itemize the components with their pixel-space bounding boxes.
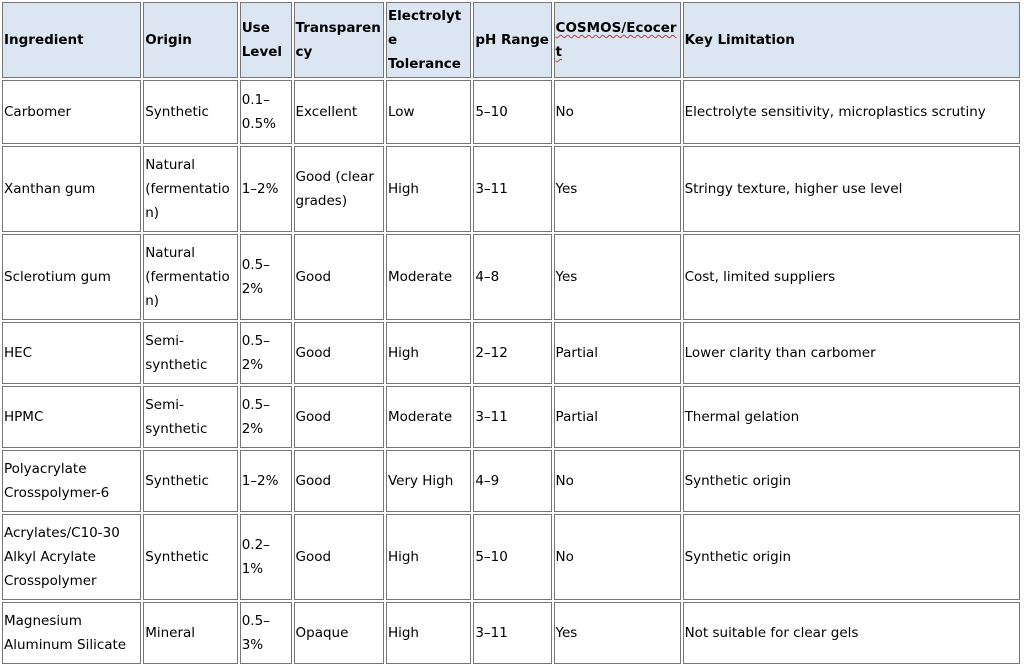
cell-origin: Synthetic	[143, 80, 238, 144]
cell-certification: Partial	[554, 322, 681, 384]
cell-certification: No	[554, 450, 681, 512]
table-row	[2, 146, 1020, 232]
table-row	[2, 450, 1020, 512]
cell-ingredient: Acrylates/C10-30 Alkyl Acrylate Crosspolymer	[2, 514, 141, 600]
cell-origin: Semi-synthetic	[143, 386, 238, 448]
header-electrolyte-tolerance: Electrolyte Tolerance	[386, 2, 471, 78]
cell-transparency: Good	[294, 386, 384, 448]
cell-transparency: Good (clear grades)	[294, 146, 384, 232]
header-certification	[554, 2, 681, 78]
header-row	[2, 2, 1020, 78]
cell-origin: Natural (fermentation)	[143, 146, 238, 232]
cell-transparency: Good	[294, 514, 384, 600]
cell-electrolyte-tolerance: Low	[386, 80, 471, 144]
cell-key-limitation: Stringy texture, higher use level	[683, 146, 1020, 232]
cell-ph-range: 4–9	[473, 450, 551, 512]
table-row	[2, 514, 1020, 600]
header-transparency: Transparency	[294, 2, 384, 78]
cell-ph-range: 3–11	[473, 386, 551, 448]
header-ph-range: pH Range	[473, 2, 551, 78]
cell-use-level: 0.5–3%	[240, 602, 292, 664]
cell-transparency: Good	[294, 322, 384, 384]
cell-use-level: 0.5–2%	[240, 234, 292, 320]
cell-electrolyte-tolerance: High	[386, 514, 471, 600]
cell-key-limitation: Not suitable for clear gels	[683, 602, 1020, 664]
table-row	[2, 322, 1020, 384]
cell-transparency: Opaque	[294, 602, 384, 664]
header-use-level: Use Level	[240, 2, 292, 78]
cell-key-limitation: Cost, limited suppliers	[683, 234, 1020, 320]
cell-key-limitation: Lower clarity than carbomer	[683, 322, 1020, 384]
cell-ingredient: Carbomer	[2, 80, 141, 144]
table-row	[2, 80, 1020, 144]
cell-certification: Partial	[554, 386, 681, 448]
header-ingredient: Ingredient	[2, 2, 141, 78]
cell-origin: Natural (fermentation)	[143, 234, 238, 320]
cell-electrolyte-tolerance: High	[386, 602, 471, 664]
cell-use-level: 0.1–0.5%	[240, 80, 292, 144]
cell-origin: Synthetic	[143, 514, 238, 600]
cell-origin: Synthetic	[143, 450, 238, 512]
cell-certification: Yes	[554, 602, 681, 664]
cell-key-limitation: Synthetic origin	[683, 514, 1020, 600]
cell-origin: Mineral	[143, 602, 238, 664]
cell-certification: No	[554, 80, 681, 144]
header-certification-label: COSMOS/Ecocert	[555, 20, 677, 60]
cell-ingredient: Sclerotium gum	[2, 234, 141, 320]
table-row	[2, 234, 1020, 320]
cell-use-level: 1–2%	[240, 146, 292, 232]
cell-electrolyte-tolerance: Moderate	[386, 234, 471, 320]
cell-transparency: Excellent	[294, 80, 384, 144]
cell-certification: Yes	[554, 234, 681, 320]
cell-ingredient: HEC	[2, 322, 141, 384]
cell-use-level: 0.5–2%	[240, 322, 292, 384]
cell-electrolyte-tolerance: High	[386, 146, 471, 232]
cell-ingredient: Magnesium Aluminum Silicate	[2, 602, 141, 664]
table-row	[2, 602, 1020, 664]
header-key-limitation: Key Limitation	[683, 2, 1020, 78]
cell-use-level: 0.2–1%	[240, 514, 292, 600]
cell-transparency: Good	[294, 450, 384, 512]
cell-ingredient: HPMC	[2, 386, 141, 448]
cell-ingredient: Polyacrylate Crosspolymer-6	[2, 450, 141, 512]
cell-ph-range: 2–12	[473, 322, 551, 384]
cell-transparency: Good	[294, 234, 384, 320]
cell-electrolyte-tolerance: High	[386, 322, 471, 384]
cell-ph-range: 5–10	[473, 514, 551, 600]
cell-origin: Semi-synthetic	[143, 322, 238, 384]
cell-ph-range: 4–8	[473, 234, 551, 320]
cell-ph-range: 5–10	[473, 80, 551, 144]
table-row	[2, 386, 1020, 448]
cell-key-limitation: Electrolyte sensitivity, microplastics scrutiny	[683, 80, 1020, 144]
header-origin: Origin	[143, 2, 238, 78]
cell-electrolyte-tolerance: Moderate	[386, 386, 471, 448]
cell-ph-range: 3–11	[473, 146, 551, 232]
cell-certification: Yes	[554, 146, 681, 232]
cell-use-level: 0.5–2%	[240, 386, 292, 448]
cell-ingredient: Xanthan gum	[2, 146, 141, 232]
cell-certification: No	[554, 514, 681, 600]
cell-electrolyte-tolerance: Very High	[386, 450, 471, 512]
cell-ph-range: 3–11	[473, 602, 551, 664]
cell-use-level: 1–2%	[240, 450, 292, 512]
cell-key-limitation: Thermal gelation	[683, 386, 1020, 448]
cell-key-limitation: Synthetic origin	[683, 450, 1020, 512]
